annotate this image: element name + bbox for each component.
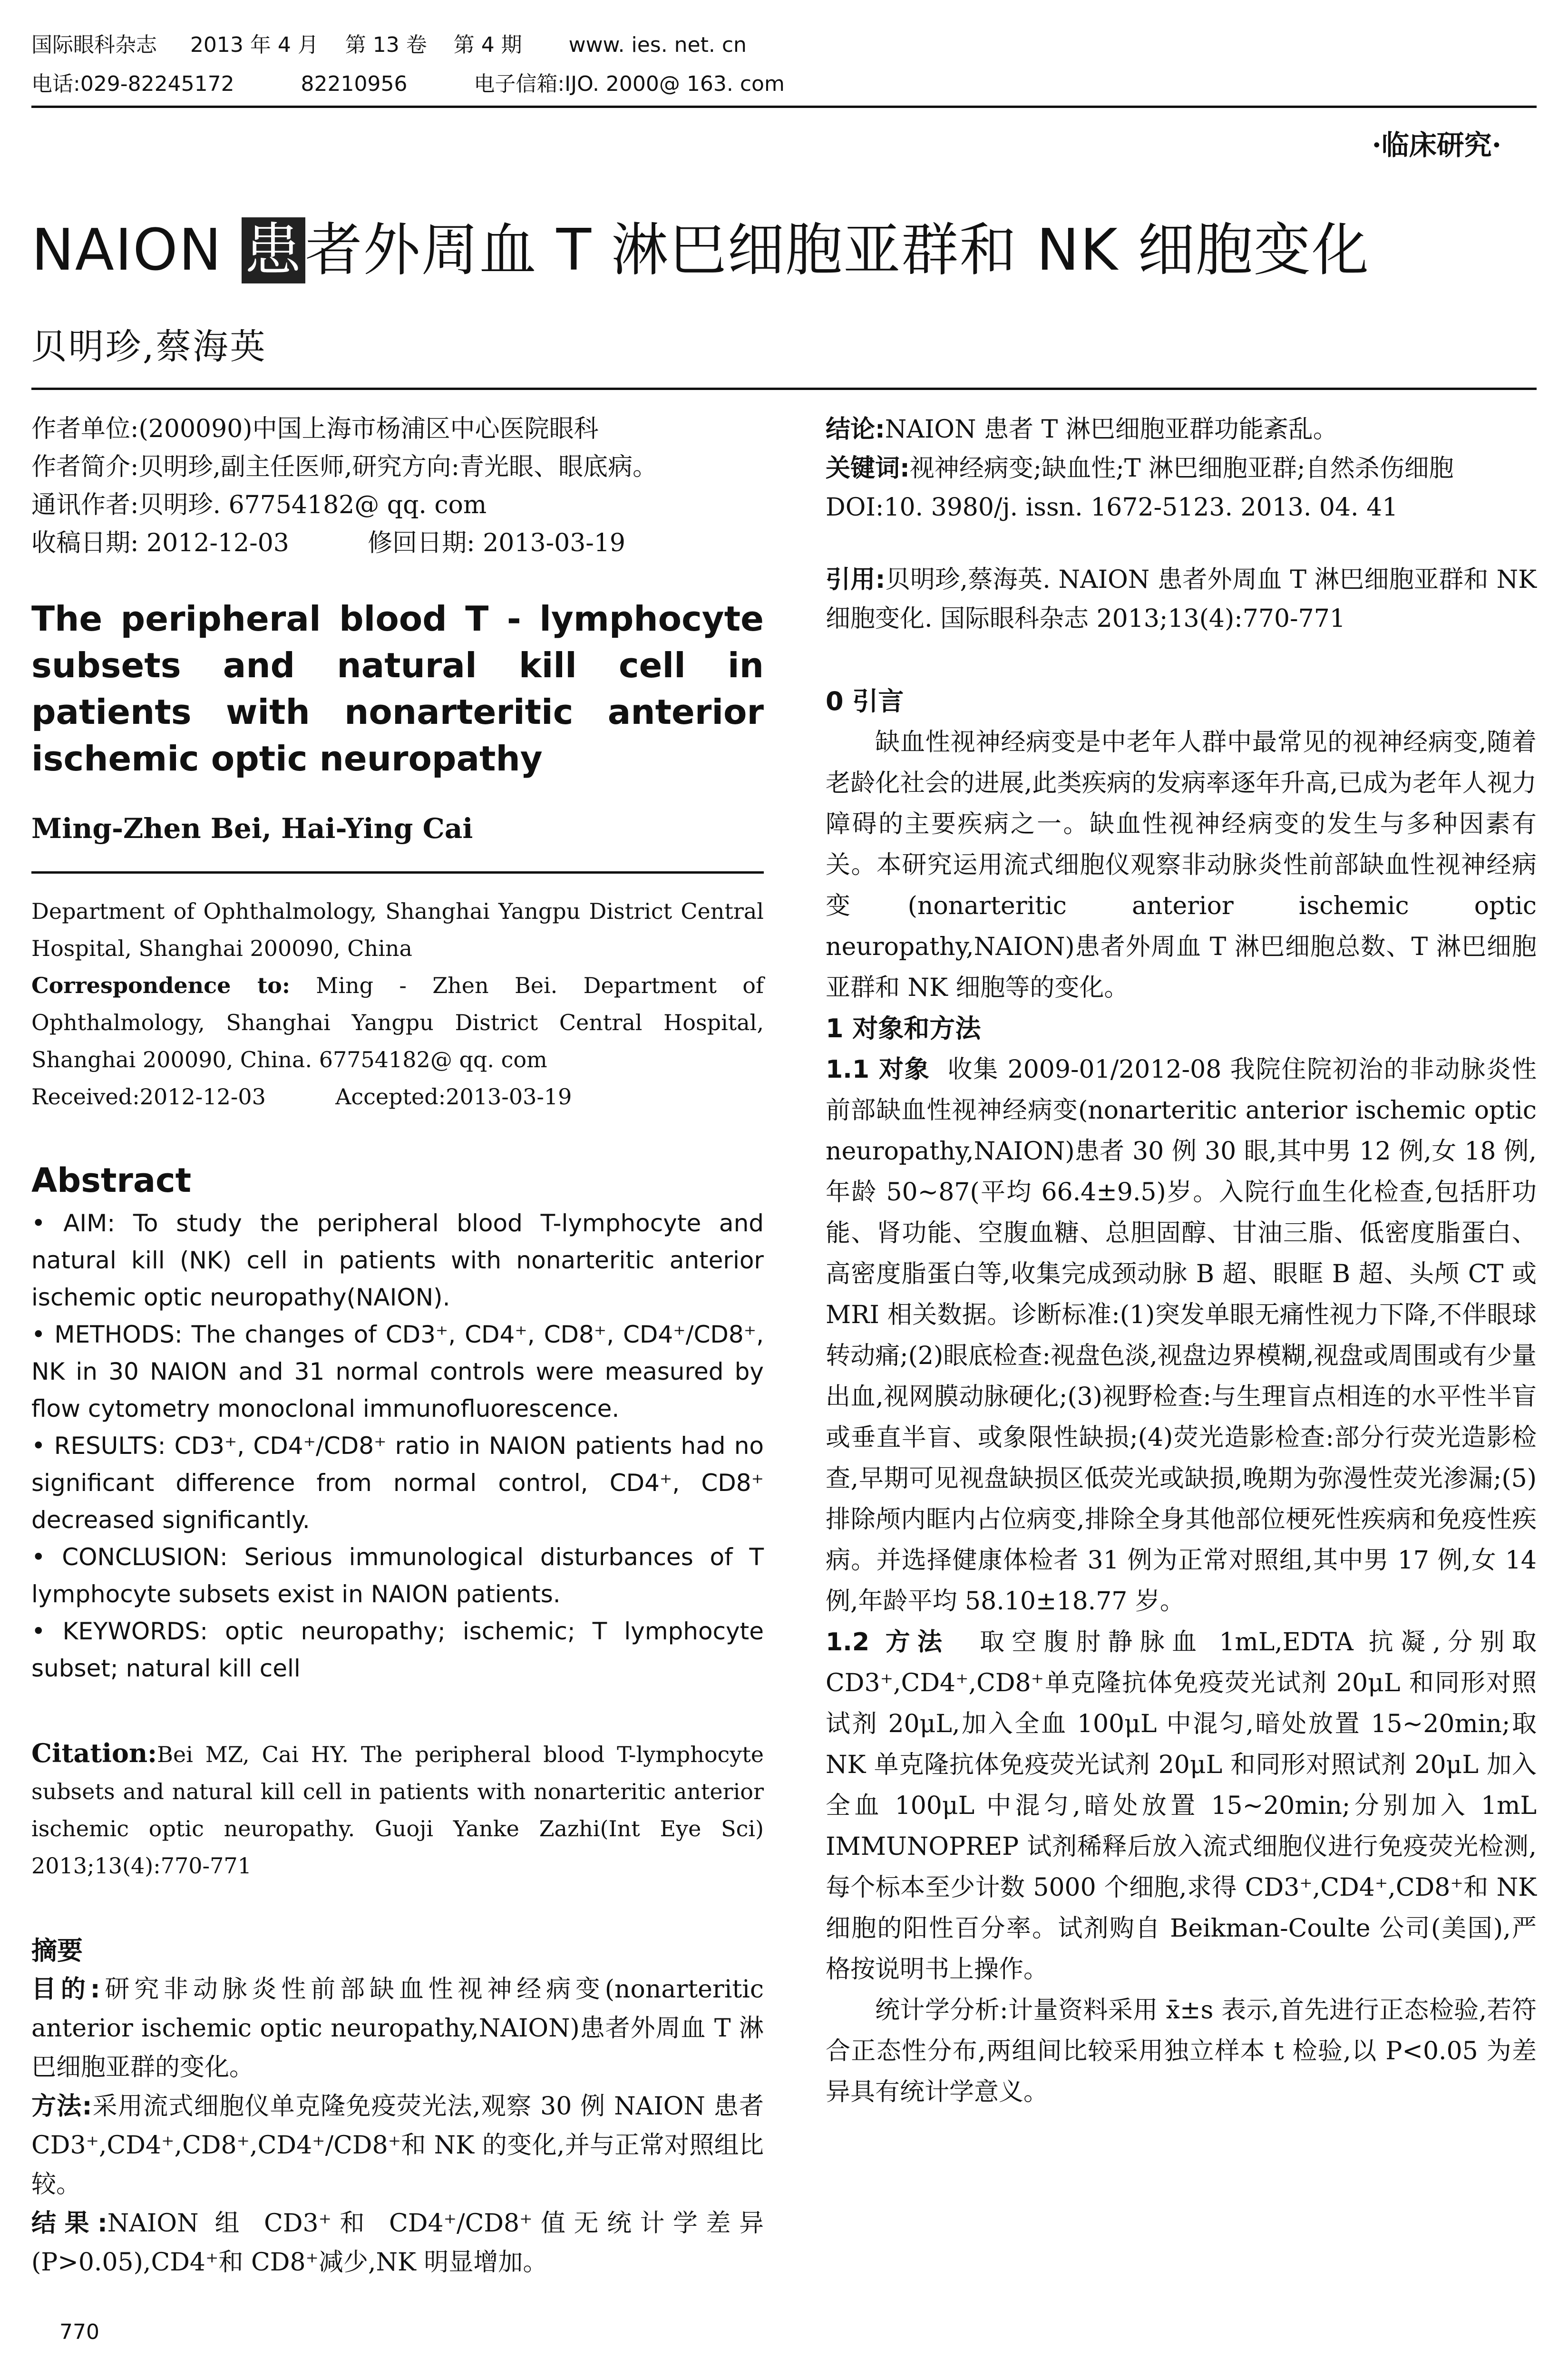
intro-text: 缺血性视神经病变是中老年人群中最常见的视神经病变,随着老龄化社会的进展,此类疾病的发病率逐年升高,已成为老年人视力障碍的主要疾病之一。缺血性视神经病变的发生与多种因素有关。本研究运用流式细胞仪观察非动脉炎性前部缺血性视神经病变(nonarteritic anterior ischemic optic neuropathy,NAION)患者外周血 T 淋巴细胞总数、T 淋巴细胞亚群和 NK 细胞等的变化。 [826, 728, 1537, 1002]
zh-methods-text: 采用流式细胞仪单克隆免疫荧光法,观察 30 例 NAION 患者 CD3⁺,CD4⁺,CD8⁺,CD4⁺/CD8⁺和 NK 的变化,并与正常对照组比较。 [31, 2092, 764, 2199]
subjects-paragraph [826, 1049, 1537, 1622]
article-title [31, 205, 1370, 286]
abstract-aim: • AIM: To study the peripheral blood T-lymphocyte and natural kill (NK) cell in patients with nonarteritic anterior ischemic optic neuropathy(NAION). [31, 1209, 764, 1311]
author-rule [31, 871, 764, 874]
doi: DOI:10. 3980/j. issn. 1672-5123. 2013. 04. 41 [826, 493, 1398, 522]
stats-paragraph: 统计学分析:计量资料采用 x̄±s 表示,首先进行正态检验,若符合正态性分布,两组间比较采用独立样本 t 检验,以 P<0.05 为差异具有统计学意义。 [826, 1996, 1537, 2106]
affiliation: 作者单位:(200090)中国上海市杨浦区中心医院眼科 [31, 415, 599, 443]
zh-conclusion-label: 结论: [826, 415, 885, 444]
author-bio: 作者简介:贝明珍,副主任医师,研究方向:青光眼、眼底病。 [31, 453, 658, 481]
title-rule [31, 388, 1537, 390]
correspondence [31, 967, 764, 1078]
zh-methods-label: 方法: [31, 2092, 92, 2121]
zh-citation-label: 引用: [826, 565, 886, 594]
zh-aim-label: 目的: [31, 1975, 100, 2004]
zh-aim-text: 研究非动脉炎性前部缺血性视神经病变(nonarteritic anterior ischemic optic neuropathy,NAION)患者外周血 T 淋巴细胞亚群的变化。 [31, 1975, 764, 2082]
author-info [31, 410, 764, 562]
corresponding-author: 通讯作者:贝明珍. 67754182@ qq. com [31, 491, 487, 519]
zh-conclusion [826, 410, 1537, 449]
zh-citation [826, 560, 1537, 638]
zh-keywords-label: 关键词: [826, 454, 910, 483]
zh-abstract-heading: 摘要 [31, 1936, 83, 1966]
department: Department of Ophthalmology, Shanghai Yangpu District Central Hospital, Shanghai 200090, China [31, 898, 764, 961]
title-highlight: 患 [242, 217, 305, 283]
journal-header-line1: 国际眼科杂志 2013 年 4 月 第 13 卷 第 4 期 www. ies. net. cn [31, 33, 747, 57]
citation-label: Citation: [31, 1738, 157, 1768]
abstract-body [31, 1205, 764, 1687]
citation-text: Bei MZ, Cai HY. The peripheral blood T-lymphocyte subsets and natural kill cell in patients with nonarteritic anterior ischemic optic neuropathy. Guoji Yanke Zazhi(Int Eye Sci) 2013;13(4):770-771 [31, 1742, 764, 1879]
english-affiliation [31, 893, 764, 1115]
abstract-results: • RESULTS: CD3⁺, CD4⁺/CD8⁺ ratio in NAION patients had no significant difference from normal control, CD4⁺, CD8⁺ decreased significantly. [31, 1432, 764, 1534]
zh-results-text: NAION 组 CD3⁺和 CD4⁺/CD8⁺值无统计学差异(P>0.05),CD4⁺和 CD8⁺减少,NK 明显增加。 [31, 2209, 764, 2277]
abstract-conclusion: • CONCLUSION: Serious immunological disturbances of T lymphocyte subsets exist in NAION patients. [31, 1543, 764, 1608]
subjects-label: 1.1 对象 [826, 1055, 930, 1084]
abstract-heading: Abstract [31, 1161, 192, 1200]
right-column [826, 410, 1537, 2113]
zh-citation-text: 贝明珍,蔡海英. NAION 患者外周血 T 淋巴细胞亚群和 NK 细胞变化. 国际眼科杂志 2013;13(4):770-771 [826, 565, 1537, 633]
title-prefix: NAION [31, 217, 242, 283]
zh-results-label: 结果: [31, 2209, 107, 2238]
left-column [31, 410, 764, 2282]
received-date: 收稿日期: 2012-12-03 修回日期: 2013-03-19 [31, 529, 626, 557]
zh-keywords [826, 449, 1537, 488]
citation [31, 1734, 764, 1884]
zh-methods [31, 2087, 764, 2204]
abstract-methods: • METHODS: The changes of CD3⁺, CD4⁺, CD8⁺, CD4⁺/CD8⁺, NK in 30 NAION and 31 normal controls were measured by flow cytometry monoclonal immunofluorescence. [31, 1321, 764, 1422]
zh-aim [31, 1970, 764, 2087]
method-paragraph [826, 1622, 1537, 1990]
header-rule [31, 106, 1537, 108]
correspondence-text: Ming - Zhen Bei. Department of Ophthalmology, Shanghai Yangpu District Central Hospital, Shanghai 200090, China. 67754182@ qq. com [31, 973, 764, 1072]
english-title: The peripheral blood T - lymphocyte subsets and natural kill cell in patients with nonarteritic anterior ischemic optic neuropathy [31, 599, 764, 779]
subjects-text: 收集 2009-01/2012-08 我院住院初治的非动脉炎性前部缺血性视神经病变(nonarteritic anterior ischemic optic neuropathy,NAION)患者 30 例 30 眼,其中男 12 例,女 18 例,年龄 50~87(平均 66.4±9.5)岁。入院行血生化检查,包括肝功能、肾功能、空腹血糖、总胆固醇、甘油三脂、低密度脂蛋白、高密度脂蛋白等,收集完成颈动脉 B 超、眼眶 B 超、头颅 CT 或 MRI 相关数据。诊断标准:(1)突发单眼无痛性视力下降,不伴眼球转动痛;(2)眼底检查:视盘色淡,视盘边界模糊,视盘或周围或有少量出血,视网膜动脉硬化;(3)视野检查:与生理盲点相连的水平性半盲或垂直半盲、或象限性缺损;(4)荧光造影检查:部分行荧光造影检查,早期可见视盘缺损区低荧光或缺损,晚期为弥漫性荧光渗漏;(5)排除颅内眶内占位病变,排除全身其他部位梗死性疾病和免疫性疾病。并选择健康体检者 31 例为正常对照组,其中男 17 例,女 14 例,年龄平均 58.10±18.77 岁。 [826, 1055, 1537, 1616]
journal-header-line2: 电话:029-82245172 82210956 电子信箱:IJO. 2000@ 163. com [31, 72, 785, 96]
author-list: 贝明珍,蔡海英 [31, 326, 267, 367]
methods-heading: 1 对象和方法 [826, 1013, 981, 1043]
zh-conclusion-text: NAION 患者 T 淋巴细胞亚群功能紊乱。 [885, 415, 1338, 444]
zh-results [31, 2204, 764, 2282]
method-label: 1.2 方法 [826, 1628, 950, 1656]
title-rest: 者外周血 T 淋巴细胞亚群和 NK 细胞变化 [305, 217, 1370, 283]
section-label: ·临床研究· [1372, 129, 1501, 161]
method-text: 取空腹肘静脉血 1mL,EDTA 抗凝,分别取 CD3⁺,CD4⁺,CD8⁺单克隆抗体免疫荧光试剂 20μL 和同形对照试剂 20μL,加入全血 100μL 中混匀,暗处放置 15~20min;取 NK 单克隆抗体免疫荧光试剂 20μL 和同形对照试剂 20μL 加入全血 100μL 中混匀,暗处放置 15~20min;分别加入 1mL IMMUNOPREP 试剂稀释后放入流式细胞仪进行免疫荧光检测,每个标本至少计数 5000 个细胞,求得 CD3⁺,CD4⁺,CD8⁺和 NK 细胞的阳性百分率。试剂购自 Beikman-Coulte 公司(美国),严格按说明书上操作。 [826, 1628, 1537, 1984]
intro-heading: 0 引言 [826, 686, 904, 716]
correspondence-label: Correspondence to: [31, 973, 290, 998]
received-accepted: Received:2012-12-03 Accepted:2013-03-19 [31, 1084, 572, 1110]
zh-keywords-text: 视神经病变;缺血性;T 淋巴细胞亚群;自然杀伤细胞 [909, 454, 1454, 483]
page-number: 770 [59, 2320, 99, 2344]
english-authors: Ming-Zhen Bei, Hai-Ying Cai [31, 812, 473, 845]
abstract-keywords: • KEYWORDS: optic neuropathy; ischemic; T lymphocyte subset; natural kill cell [31, 1617, 764, 1682]
